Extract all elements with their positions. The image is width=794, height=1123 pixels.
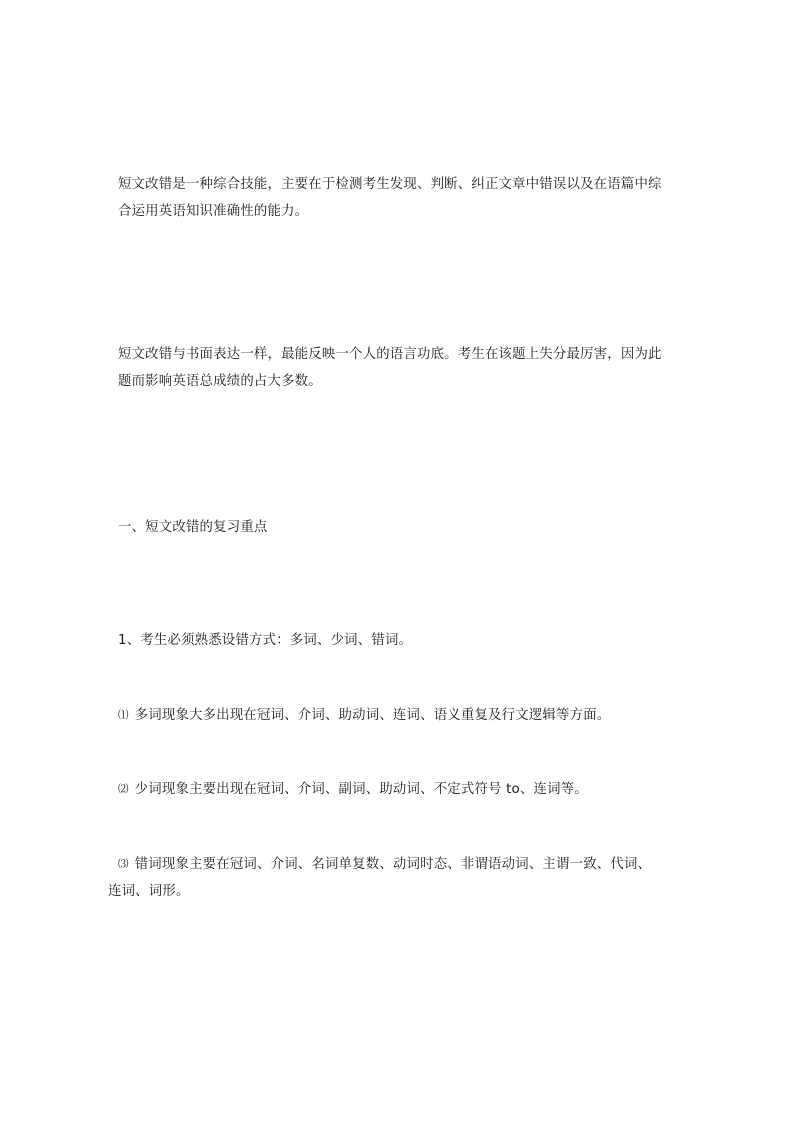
item-marker: ⑶ [118,858,129,870]
item-text: 多词现象大多出现在冠词、介词、助动词、连词、语义重复及行文逻辑等方面。 [134,708,611,723]
list-item-wrong-words [108,851,652,905]
item-text: 少词现象主要出现在冠词、介词、副词、助动词、不定式符号 to、连词等。 [134,782,588,797]
section-heading: 一、短文改错的复习重点 [118,520,268,535]
text-line: 合运用英语知识准确性的能力。 [118,204,309,219]
point-one: 1、考生必须熟悉设错方式：多词、少词、错词。 [118,633,413,648]
item-marker: ⑵ [118,783,129,795]
item-text-continued: 连词、词形。 [108,884,190,899]
intro-paragraph [118,171,662,225]
list-item-extra-words [118,702,610,729]
item-text: 错词现象主要在冠词、介词、名词单复数、动词时态、非谓语动词、主谓一致、代词、 [134,857,652,872]
text-line: 题而影响英语总成绩的占大多数。 [118,374,322,389]
list-item-missing-words [118,776,588,803]
second-paragraph [118,341,662,395]
text-line: 短文改错是一种综合技能，主要在于检测考生发现、判断、纠正文章中错误以及在语篇中综 [118,177,662,192]
item-marker: ⑴ [118,709,129,721]
text-line: 短文改错与书面表达一样，最能反映一个人的语言功底。考生在该题上失分最厉害，因为此 [118,347,662,362]
